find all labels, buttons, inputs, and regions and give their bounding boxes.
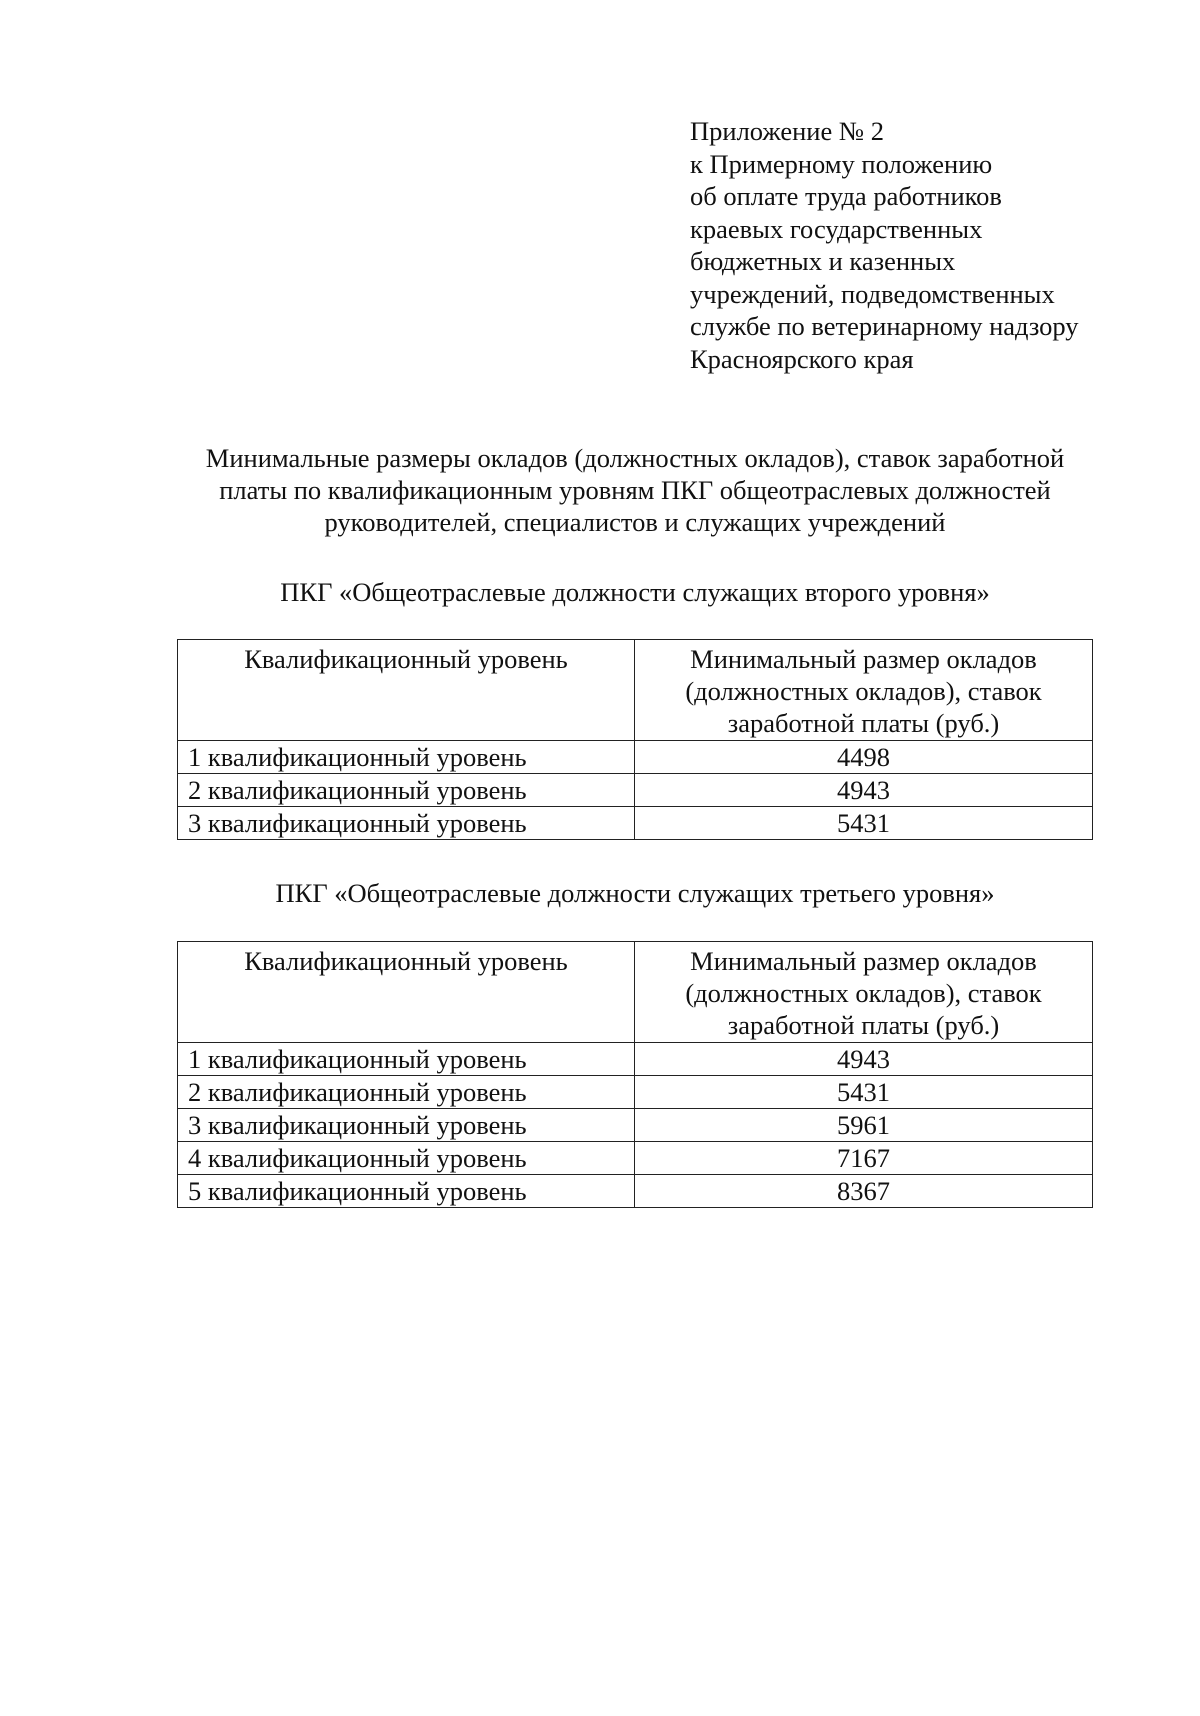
salary-cell: 4943 bbox=[635, 774, 1093, 807]
appendix-line: Приложение № 2 bbox=[690, 116, 885, 146]
salary-cell: 4943 bbox=[635, 1043, 1093, 1076]
table-row bbox=[178, 774, 1093, 807]
level-cell: 1 квалификационный уровень bbox=[178, 741, 635, 774]
column-header-salary bbox=[635, 942, 1093, 1043]
document-title bbox=[150, 442, 1120, 538]
title-line: руководителей, специалистов и служащих учреждений bbox=[324, 507, 946, 537]
column-header-salary-line: Минимальный размер окладов bbox=[690, 946, 1037, 976]
level-cell: 5 квалификационный уровень bbox=[178, 1175, 635, 1208]
column-header-level: Квалификационный уровень bbox=[178, 942, 635, 1043]
appendix-note bbox=[690, 115, 1130, 375]
column-header-salary-line: заработной платы (руб.) bbox=[727, 1010, 1000, 1040]
section-heading-second-level: ПКГ «Общеотраслевые должности служащих второго уровня» bbox=[280, 577, 990, 607]
table-header-row bbox=[178, 640, 1093, 741]
appendix-line: бюджетных и казенных bbox=[690, 246, 956, 276]
salary-cell: 4498 bbox=[635, 741, 1093, 774]
appendix-line: к Примерному положению bbox=[690, 148, 993, 179]
salary-table-third-level bbox=[177, 941, 1093, 1208]
salary-table-second-level bbox=[177, 639, 1093, 840]
column-header-salary-line: (должностных окладов), ставок bbox=[685, 676, 1042, 706]
appendix-line: Красноярского края bbox=[690, 343, 914, 374]
table-row bbox=[178, 1043, 1093, 1076]
table-row bbox=[178, 1109, 1093, 1142]
column-header-salary-line: Минимальный размер окладов bbox=[690, 644, 1037, 674]
table-row bbox=[178, 1076, 1093, 1109]
column-header-salary bbox=[635, 640, 1093, 741]
title-line: платы по квалификационным уровням ПКГ общеотраслевых должностей bbox=[219, 475, 1051, 505]
salary-cell: 5431 bbox=[635, 807, 1093, 840]
level-cell: 4 квалификационный уровень bbox=[178, 1142, 635, 1175]
salary-cell: 8367 bbox=[635, 1175, 1093, 1208]
appendix-line: об оплате труда работников bbox=[690, 181, 1002, 211]
appendix-line: краевых государственных bbox=[690, 213, 983, 244]
appendix-line: учреждений, подведомственных bbox=[690, 278, 1055, 309]
table-row bbox=[178, 807, 1093, 840]
column-header-salary-line: заработной платы (руб.) bbox=[727, 708, 1000, 738]
section-heading-third-level: ПКГ «Общеотраслевые должности служащих третьего уровня» bbox=[275, 878, 995, 908]
title-line: Минимальные размеры окладов (должностных окладов), ставок заработной bbox=[205, 443, 1065, 473]
level-cell: 3 квалификационный уровень bbox=[178, 807, 635, 840]
table-row bbox=[178, 1142, 1093, 1175]
table-header-row bbox=[178, 942, 1093, 1043]
salary-cell: 7167 bbox=[635, 1142, 1093, 1175]
level-cell: 2 квалификационный уровень bbox=[178, 774, 635, 807]
appendix-line: службе по ветеринарному надзору bbox=[690, 311, 1079, 341]
column-header-level: Квалификационный уровень bbox=[178, 640, 635, 741]
column-header-salary-line: (должностных окладов), ставок bbox=[685, 978, 1042, 1008]
table-row bbox=[178, 1175, 1093, 1208]
level-cell: 2 квалификационный уровень bbox=[178, 1076, 635, 1109]
salary-cell: 5961 bbox=[635, 1109, 1093, 1142]
salary-cell: 5431 bbox=[635, 1076, 1093, 1109]
level-cell: 1 квалификационный уровень bbox=[178, 1043, 635, 1076]
table-row bbox=[178, 741, 1093, 774]
level-cell: 3 квалификационный уровень bbox=[178, 1109, 635, 1142]
